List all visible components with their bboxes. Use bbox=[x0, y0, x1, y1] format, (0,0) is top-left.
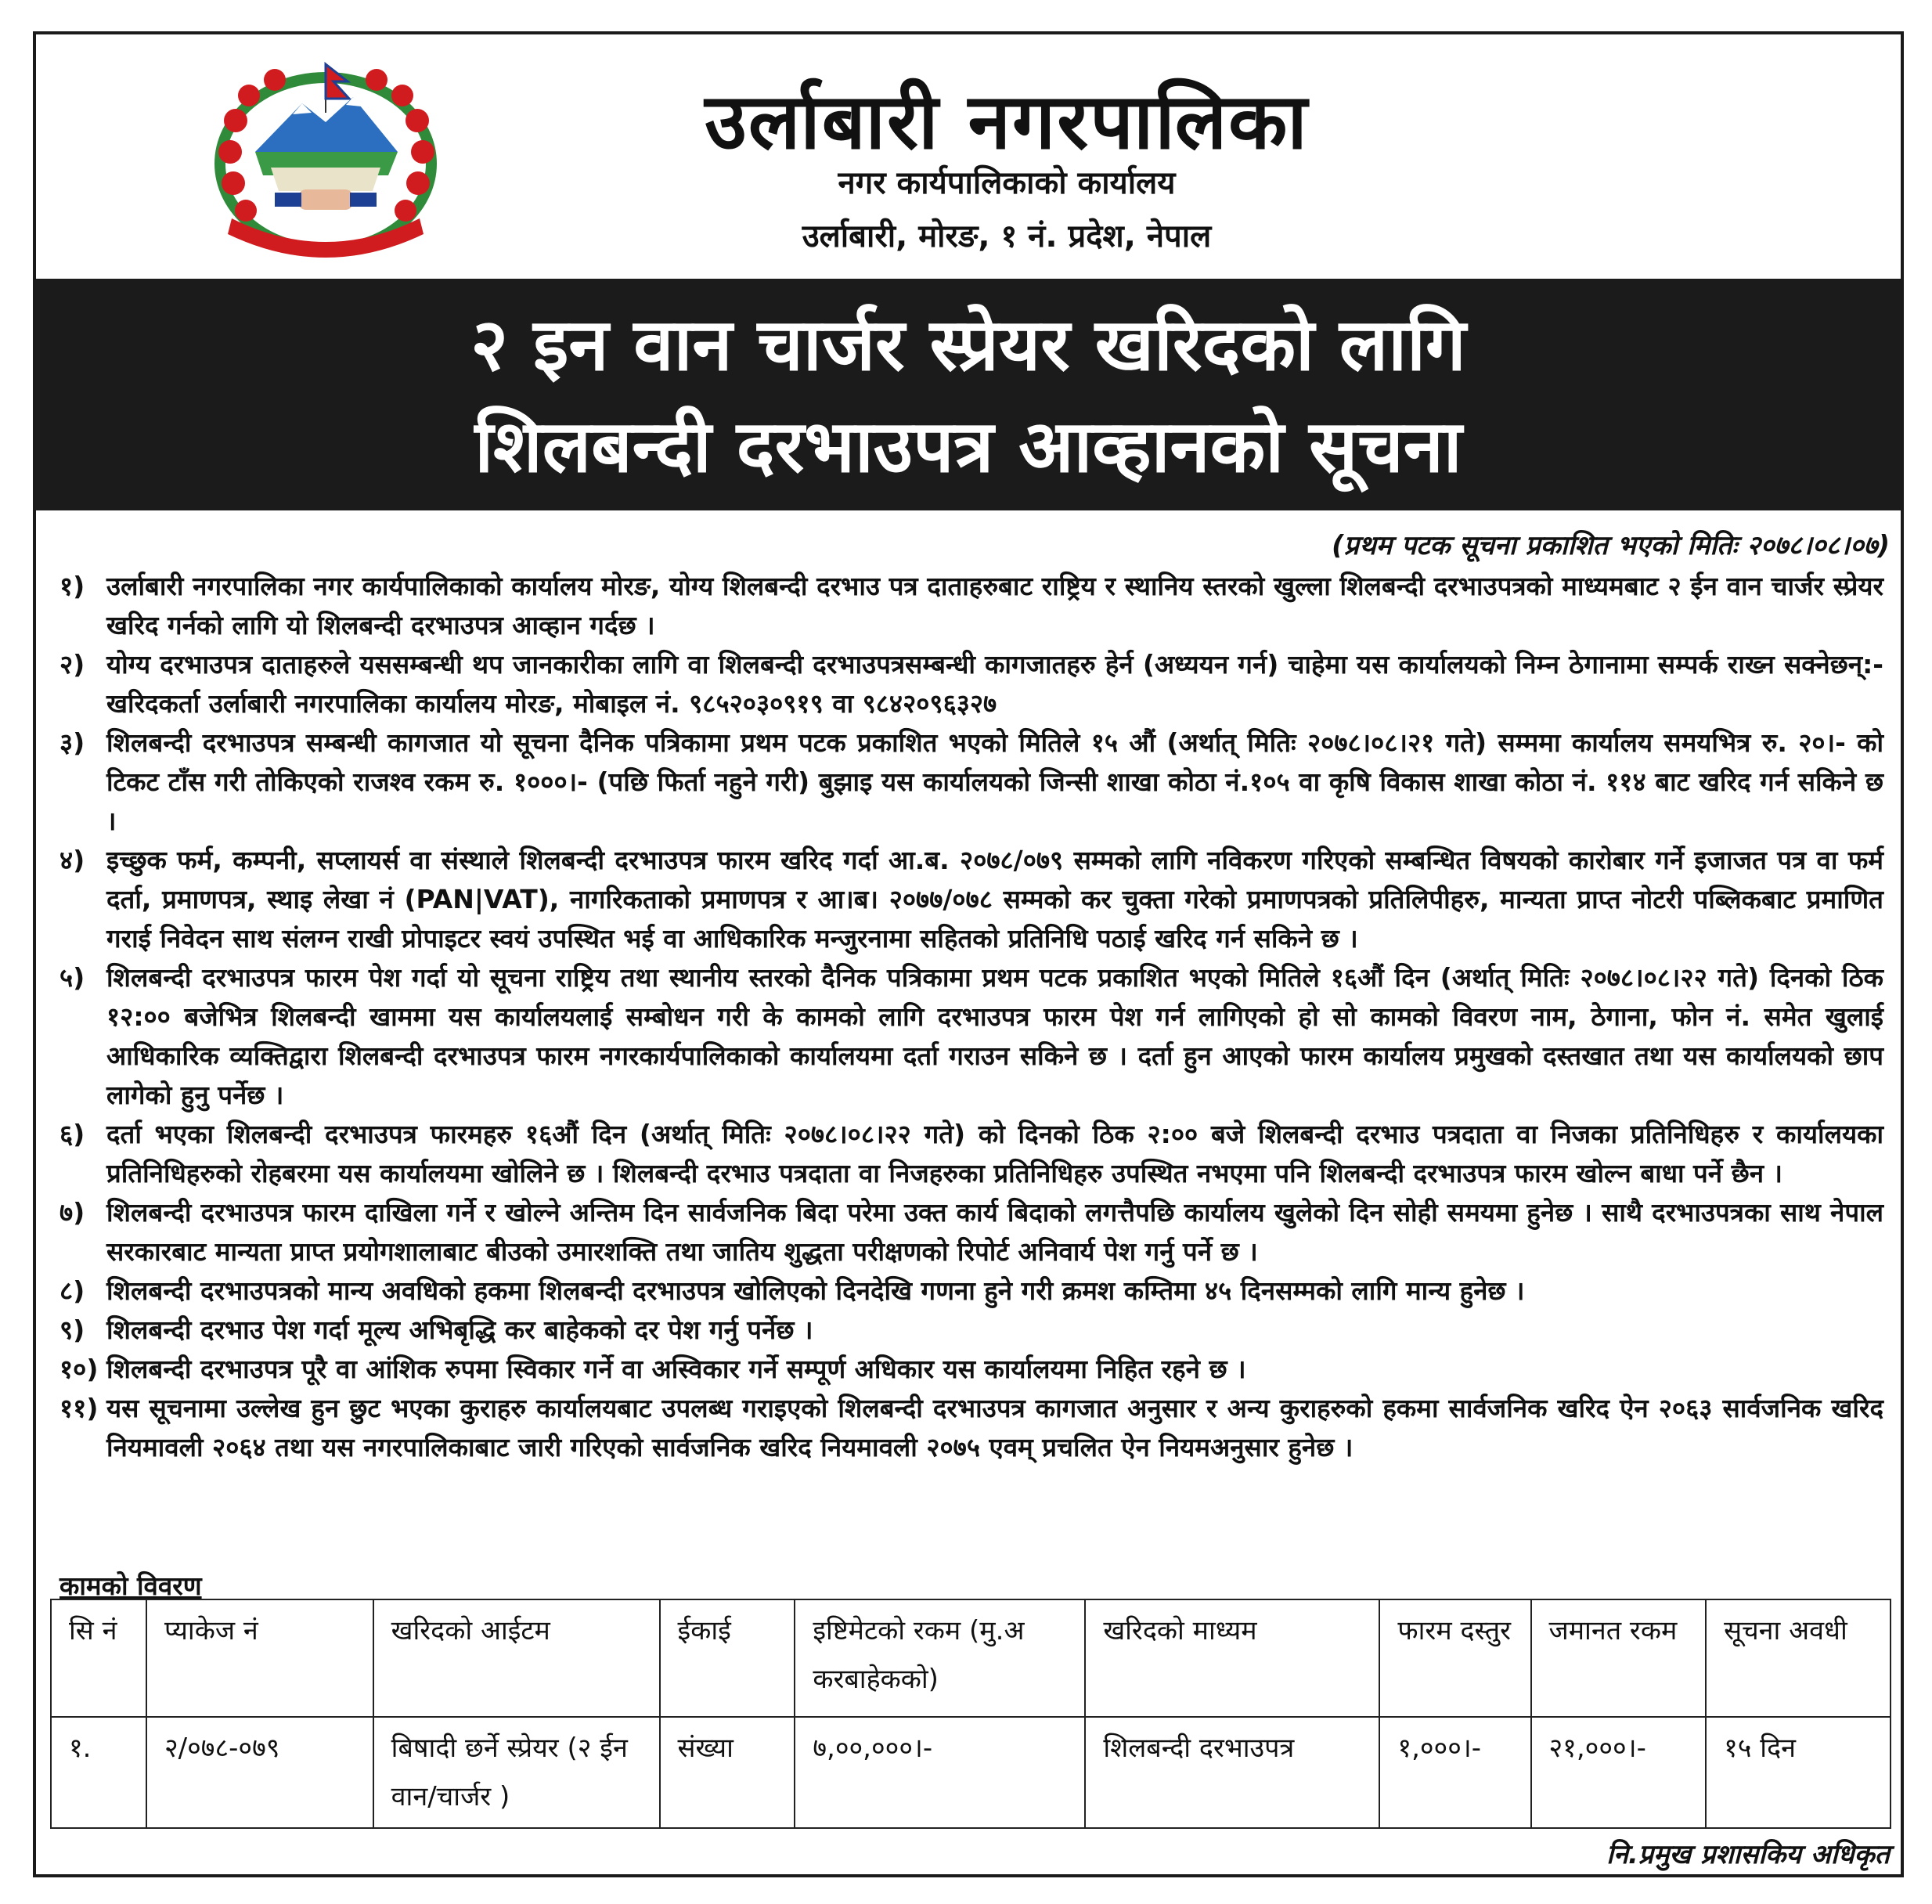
office-name: नगर कार्यपालिकाको कार्यालय bbox=[838, 165, 1176, 201]
paragraph bbox=[59, 1350, 1883, 1389]
org-name: उर्लाबारी नगरपालिका bbox=[705, 78, 1309, 167]
table-cell: १५ दिन bbox=[1706, 1717, 1891, 1828]
office-address: उर्लाबारी, मोरङ, १ नं. प्रदेश, नेपाल bbox=[802, 218, 1212, 254]
paragraph bbox=[59, 1115, 1883, 1193]
paragraph-number: ४) bbox=[59, 845, 85, 875]
paragraph bbox=[59, 841, 1883, 958]
paragraph-text: यस सूचनामा उल्लेख हुन छुट भएका कुराहरु कार्यालयबाट उपलब्ध गराइएको शिलबन्दी दरभाउपत्र कागजात अनुसार र अन्य कुराहरुको हकमा सार्वजनिक खरिद ऐन २०६३ सार्वजनिक खरिद नियमावली २०६४ तथा यस नगरपालिकाबाट जारी गरिएको सार्वजनिक खरिद नियमावली २०७५ एवम् प्रचलित ऐन नियमअनुसार हुनेछ । bbox=[106, 1393, 1883, 1462]
table-header-cell: सि नं bbox=[51, 1599, 146, 1717]
table-header-cell: सूचना अवधी bbox=[1706, 1599, 1891, 1717]
table-header-cell: ईकाई bbox=[660, 1599, 795, 1717]
header bbox=[36, 34, 1901, 269]
table-cell: संख्या bbox=[660, 1717, 795, 1828]
paragraph-number: २) bbox=[59, 649, 85, 680]
paragraph-number: ३) bbox=[59, 727, 85, 758]
paragraph-text: शिलबन्दी दरभाउपत्र फारम दाखिला गर्ने र खोल्ने अन्तिम दिन सार्वजनिक बिदा परेमा उक्त कार्य बिदाको लगत्तैपछि कार्यालय खुलेको दिन सोही समयमा हुनेछ । साथै दरभाउपत्रका साथ नेपाल सरकारबाट मान्यता प्राप्त प्रयोगशालाबाट बीउको उमारशक्ति तथा जातिय शुद्धता परीक्षणको रिपोर्ट अनिवार्य पेश गर्नु पर्ने छ । bbox=[106, 1197, 1883, 1267]
table-cell: बिषादी छर्ने स्प्रेयर (२ ईन वान/चार्जर ) bbox=[373, 1717, 660, 1828]
paragraph-text: शिलबन्दी दरभाउपत्रको मान्य अवधिको हकमा शिलबन्दी दरभाउपत्र खोलिएको दिनदेखि गणना हुने गरी क्रमश कम्तिमा ४५ दिनसम्मको लागि मान्य हुनेछ । bbox=[106, 1275, 1525, 1306]
paragraph bbox=[59, 1389, 1883, 1467]
title-banner bbox=[36, 279, 1901, 510]
paragraph-number: ५) bbox=[59, 962, 85, 993]
table-header-cell: फारम दस्तुर bbox=[1379, 1599, 1530, 1717]
table-header-cell: इष्टिमेटको रकम (मु.अ करबाहेकको) bbox=[795, 1599, 1085, 1717]
paragraph bbox=[59, 723, 1883, 841]
paragraph bbox=[59, 567, 1883, 645]
banner-line-2: शिलबन्दी दरभाउपत्र आव्हानको सूचना bbox=[474, 405, 1462, 489]
notice-frame bbox=[33, 31, 1904, 1877]
paragraph-number: ८) bbox=[59, 1275, 85, 1306]
paragraph-number: १०) bbox=[59, 1354, 99, 1384]
paragraph bbox=[59, 1271, 1883, 1311]
paragraph-text: उर्लाबारी नगरपालिका नगर कार्यपालिकाको कार्यालय मोरङ, योग्य शिलबन्दी दरभाउ पत्र दाताहरुबाट राष्ट्रिय र स्थानिय स्तरको खुल्ला शिलबन्दी दरभाउपत्रको माध्यमबाट २ ईन वान चार्जर स्प्रेयर खरिद गर्नको लागि यो शिलबन्दी दरभाउपत्र आव्हान गर्दछ । bbox=[106, 571, 1883, 640]
table-row bbox=[51, 1717, 1891, 1828]
table-cell: २१,०००।- bbox=[1531, 1717, 1707, 1828]
signature-title: नि.प्रमुख प्रशासकिय अधिकृत bbox=[1606, 1839, 1890, 1870]
banner-line-1: २ इन वान चार्जर स्प्रेयर खरिदको लागि bbox=[470, 303, 1466, 387]
table-header-cell: खरिदको आईटम bbox=[373, 1599, 660, 1717]
table-cell: १. bbox=[51, 1717, 146, 1828]
paragraph bbox=[59, 1311, 1883, 1350]
table-cell: १,०००।- bbox=[1379, 1717, 1530, 1828]
paragraph-number: ६) bbox=[59, 1119, 85, 1149]
work-section-label: कामको विवरण bbox=[59, 1570, 202, 1601]
paragraph-number: ११) bbox=[59, 1393, 99, 1423]
paragraph-text: योग्य दरभाउपत्र दाताहरुले यससम्बन्धी थप जानकारीका लागि वा शिलबन्दी दरभाउपत्रसम्बन्धी कागजातहरु हेर्न (अध्ययन गर्न) चाहेमा यस कार्यालयको निम्न ठेगानामा सम्पर्क राख्न सक्नेछन्:- खरिदकर्ता उर्लाबारी नगरपालिका कार्यालय मोरङ, मोबाइल नं. ९८५२०३०९१९ वा ९८४२०९६३२७ bbox=[106, 649, 1883, 719]
paragraph bbox=[59, 645, 1883, 723]
paragraph-number: ९) bbox=[59, 1314, 85, 1345]
paragraph bbox=[59, 958, 1883, 1115]
table-cell: शिलबन्दी दरभाउपत्र bbox=[1085, 1717, 1379, 1828]
table-cell: २/०७८-०७९ bbox=[146, 1717, 373, 1828]
paragraph bbox=[59, 1193, 1883, 1271]
paragraph-text: शिलबन्दी दरभाउपत्र फारम पेश गर्दा यो सूचना राष्ट्रिय तथा स्थानीय स्तरको दैनिक पत्रिकामा प्रथम पटक प्रकाशित भएको मितिले १६औं दिन (अर्थात् मितिः २०७८।०८।२२ गते) दिनको ठिक १२:०० बजेभित्र शिलबन्दी खाममा यस कार्यालयलाई सम्बोधन गरी के कामको लागि दरभाउपत्र फारम पेश गर्न लागिएको हो सो कामको विवरण नाम, ठेगाना, फोन नं. समेत खुलाई आधिकारिक व्यक्तिद्वारा शिलबन्दी दरभाउपत्र फारम नगरकार्यपालिकाको कार्यालयमा दर्ता गराउन सकिने छ । दर्ता हुन आएको फारम कार्यालय प्रमुखको दस्तखात तथा यस कार्यालयको छाप लागेको हुनु पर्नेछ । bbox=[106, 962, 1883, 1110]
paragraph-text: शिलबन्दी दरभाउपत्र सम्बन्धी कागजात यो सूचना दैनिक पत्रिकामा प्रथम पटक प्रकाशित भएको मितिले १५ औं (अर्थात् मितिः २०७८।०८।२१ गते) सम्ममा कार्यालय समयभित्र रु. २०।- को टिकट टाँस गरी तोकिएको राजश्व रकम रु. १०००।- (पछि फिर्ता नहुने गरी) बुझाइ यस कार्यालयको जिन्सी शाखा कोठा नं.१०५ वा कृषि विकास शाखा कोठा नं. ११४ बाट खरिद गर्न सकिने छ । bbox=[106, 727, 1883, 836]
table-header-cell: प्याकेज नं bbox=[146, 1599, 373, 1717]
paragraph-number: ७) bbox=[59, 1197, 85, 1228]
publish-date: (प्रथम पटक सूचना प्रकाशित भएको मितिः २०७८।०८।०७) bbox=[1332, 530, 1890, 561]
paragraph-text: शिलबन्दी दरभाउपत्र पूरै वा आंशिक रुपमा स्विकार गर्ने वा अस्विकार गर्ने सम्पूर्ण अधिकार यस कार्यालयमा निहित रहने छ । bbox=[106, 1354, 1246, 1384]
table-header-cell: जमानत रकम bbox=[1531, 1599, 1707, 1717]
paragraph-number: १) bbox=[59, 571, 85, 601]
table-header-cell: खरिदको माध्यम bbox=[1085, 1599, 1379, 1717]
table-cell: ७,००,०००।- bbox=[795, 1717, 1085, 1828]
table-header-row bbox=[51, 1599, 1891, 1717]
paragraph-text: शिलबन्दी दरभाउ पेश गर्दा मूल्य अभिबृद्धि कर बाहेकको दर पेश गर्नु पर्नेछ । bbox=[106, 1314, 813, 1345]
nepal-emblem-logo bbox=[200, 58, 451, 261]
paragraph-text: दर्ता भएका शिलबन्दी दरभाउपत्र फारमहरु १६औं दिन (अर्थात् मितिः २०७८।०८।२२ गते) को दिनको ठिक २:०० बजे शिलबन्दी दरभाउ पत्रदाता वा निजका प्रतिनिधिहरु र कार्यालयका प्रतिनिधिहरुको रोहबरमा यस कार्यालयमा खोलिने छ । शिलबन्दी दरभाउ पत्रदाता वा निजहरुका प्रतिनिधिहरु उपस्थित नभएमा पनि शिलबन्दी दरभाउपत्र फारम खोल्न बाधा पर्ने छैन । bbox=[106, 1119, 1883, 1188]
notice-paragraphs bbox=[59, 567, 1883, 1467]
handshake-icon bbox=[275, 189, 377, 210]
work-details-table bbox=[50, 1599, 1891, 1829]
paragraph-text: इच्छुक फर्म, कम्पनी, सप्लायर्स वा संस्थाले शिलबन्दी दरभाउपत्र फारम खरिद गर्दा आ.ब. २०७८/०७९ सम्मको लागि नविकरण गरिएको सम्बन्धित विषयको कारोबार गर्ने इजाजत पत्र वा फर्म दर्ता, प्रमाणपत्र, स्थाइ लेखा नं (PAN|VAT), नागरिकताको प्रमाणपत्र र आ।ब। २०७७/०७८ सम्मको कर चुक्ता गरेको प्रमाणपत्रको प्रतिलिपीहरु, मान्यता प्राप्त नोटरी पब्लिकबाट प्रमाणित गराई निवेदन साथ संलग्न राखी प्रोपाइटर स्वयं उपस्थित भई वा आधिकारिक मन्जुरनामा सहितको प्रतिनिधि पठाई खरिद गर्न सकिने छ । bbox=[106, 845, 1883, 954]
